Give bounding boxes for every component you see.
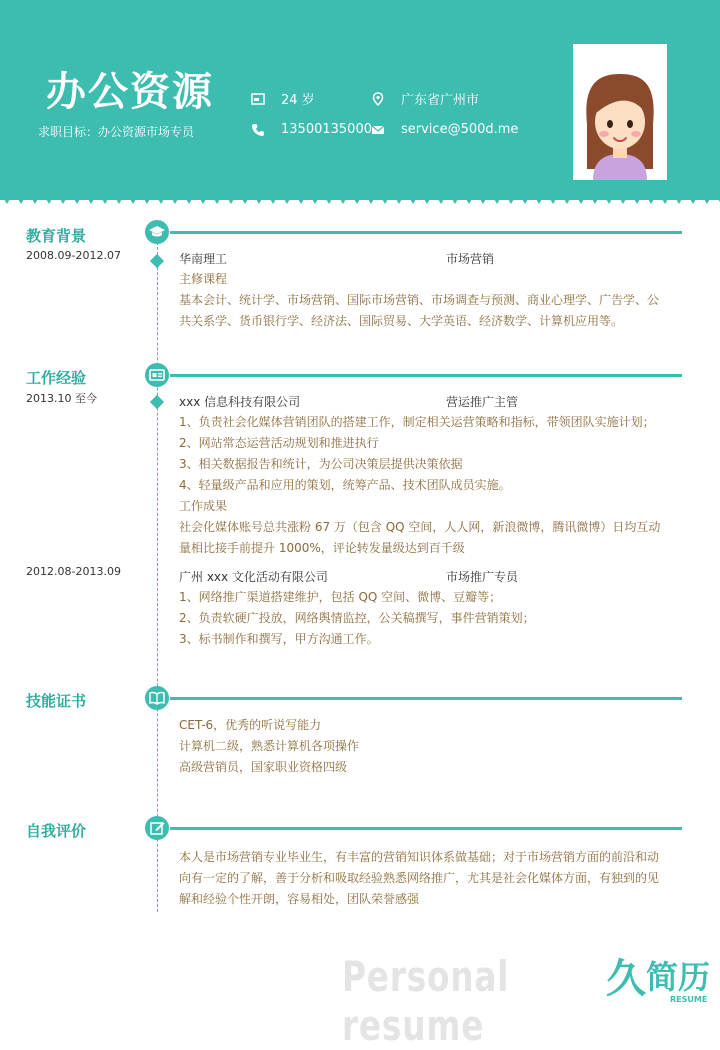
education-school: 华南理工 <box>179 252 228 266</box>
work-line: 3、标书制作和撰写，甲方沟通工作。 <box>179 632 379 646</box>
phone-text: 13500135000 <box>281 122 372 137</box>
section-divider-education <box>170 231 682 234</box>
education-major: 市场营销 <box>446 252 495 266</box>
work-line: 1、网络推广渠道搭建维护，包括 QQ 空间、微博、豆瓣等； <box>179 590 502 604</box>
graduation-cap-icon <box>145 220 169 244</box>
book-icon <box>145 686 169 710</box>
edit-icon <box>145 816 169 840</box>
section-divider-work <box>170 374 682 377</box>
course-line: 共关系学、货币银行学、经济法、国际贸易、大学英语、经济数学、计算机应用等。 <box>179 314 624 328</box>
header-zigzag-edge <box>0 192 720 206</box>
section-title-education: 教育背景 <box>26 227 87 245</box>
work-details <box>179 587 685 650</box>
work-line: 3、相关数据报告和统计，为公司决策层提供决策依据 <box>179 457 463 471</box>
course-label: 主修课程 <box>179 272 228 286</box>
section-divider-skills <box>170 697 682 700</box>
skills-list <box>179 715 685 778</box>
svg-text:久: 久 <box>606 956 646 1002</box>
education-details <box>179 269 685 332</box>
work-line: 工作成果 <box>179 499 228 513</box>
skill-item: CET-6，优秀的听说写能力 <box>179 718 322 732</box>
id-card-icon <box>145 363 169 387</box>
timeline-marker <box>150 254 164 268</box>
course-line: 基本会计、统计学、市场营销、国际市场营销、市场调查与预测、商业心理学、广告学、公 <box>179 293 660 307</box>
timeline-line <box>157 232 158 912</box>
timeline-marker <box>150 395 164 409</box>
age-text: 24 岁 <box>281 93 315 108</box>
work-details <box>179 412 685 559</box>
section-divider-self <box>170 827 682 830</box>
location-info <box>371 89 479 108</box>
profile-photo <box>573 44 667 180</box>
work-role: 市场推广专员 <box>446 570 519 584</box>
education-date: 2008.09-2012.07 <box>26 249 121 262</box>
skill-item: 计算机二级，熟悉计算机各项操作 <box>179 739 360 753</box>
work-line: 1、负责社会化媒体营销团队的搭建工作，制定相关运营策略和指标，带领团队实施计划； <box>179 415 655 429</box>
work-line: 社会化媒体账号总共涨粉 67 万（包含 QQ 空间，人人网，新浪微博，腾讯微博）日均互动 <box>179 520 661 534</box>
work-line: 2、网站常态运营活动规划和推进执行 <box>179 436 379 450</box>
self-evaluation <box>179 847 685 910</box>
self-eval-line: 向有一定的了解，善于分析和吸取经验熟悉网络推广，尤其是社会化媒体方面，有独到的见 <box>179 871 660 885</box>
location-text: 广东省广州市 <box>401 93 480 108</box>
candidate-name: 办公资源 <box>46 69 214 115</box>
work-date: 2012.08-2013.09 <box>26 565 121 578</box>
personal-resume-watermark: Personal resume <box>342 952 510 1050</box>
avatar-illustration <box>573 44 667 180</box>
envelope-icon <box>371 123 385 137</box>
work-company: xxx 信息科技有限公司 <box>179 395 301 409</box>
work-line: 4、轻量级产品和应用的策划，统筹产品、技术团队成员实施。 <box>179 478 511 492</box>
section-title-skills: 技能证书 <box>26 692 87 710</box>
work-date: 2013.10 至今 <box>26 392 97 405</box>
section-title-self: 自我评价 <box>26 822 87 840</box>
work-line: 2、负责软硬广投放，网络舆情监控，公关稿撰写，事件营销策划； <box>179 611 535 625</box>
resume-logo <box>604 946 710 1006</box>
self-eval-line: 本人是市场营销专业毕业生，有丰富的营销知识体系做基础；对于市场营销方面的前沿和动 <box>179 850 660 864</box>
work-role: 营运推广主管 <box>446 395 519 409</box>
self-eval-line: 解和经验个性开朗，容易相处，团队荣誉感强 <box>179 892 420 906</box>
age-info <box>251 89 315 108</box>
job-objective: 求职目标：办公资源市场专员 <box>38 125 195 139</box>
svg-text:RESUME: RESUME <box>670 995 708 1004</box>
svg-text:简历: 简历 <box>646 958 710 996</box>
location-pin-icon <box>371 92 385 106</box>
phone-info <box>251 122 372 137</box>
work-line: 量相比接手前提升 1000%，评论转发量级达到百千级 <box>179 541 465 555</box>
email-info <box>371 122 518 137</box>
phone-icon <box>251 123 265 137</box>
calendar-icon <box>251 92 265 106</box>
email-text: service@500d.me <box>401 122 519 137</box>
work-company: 广州 xxx 文化活动有限公司 <box>179 570 328 584</box>
section-title-work: 工作经验 <box>26 369 87 387</box>
skill-item: 高级营销员，国家职业资格四级 <box>179 760 348 774</box>
